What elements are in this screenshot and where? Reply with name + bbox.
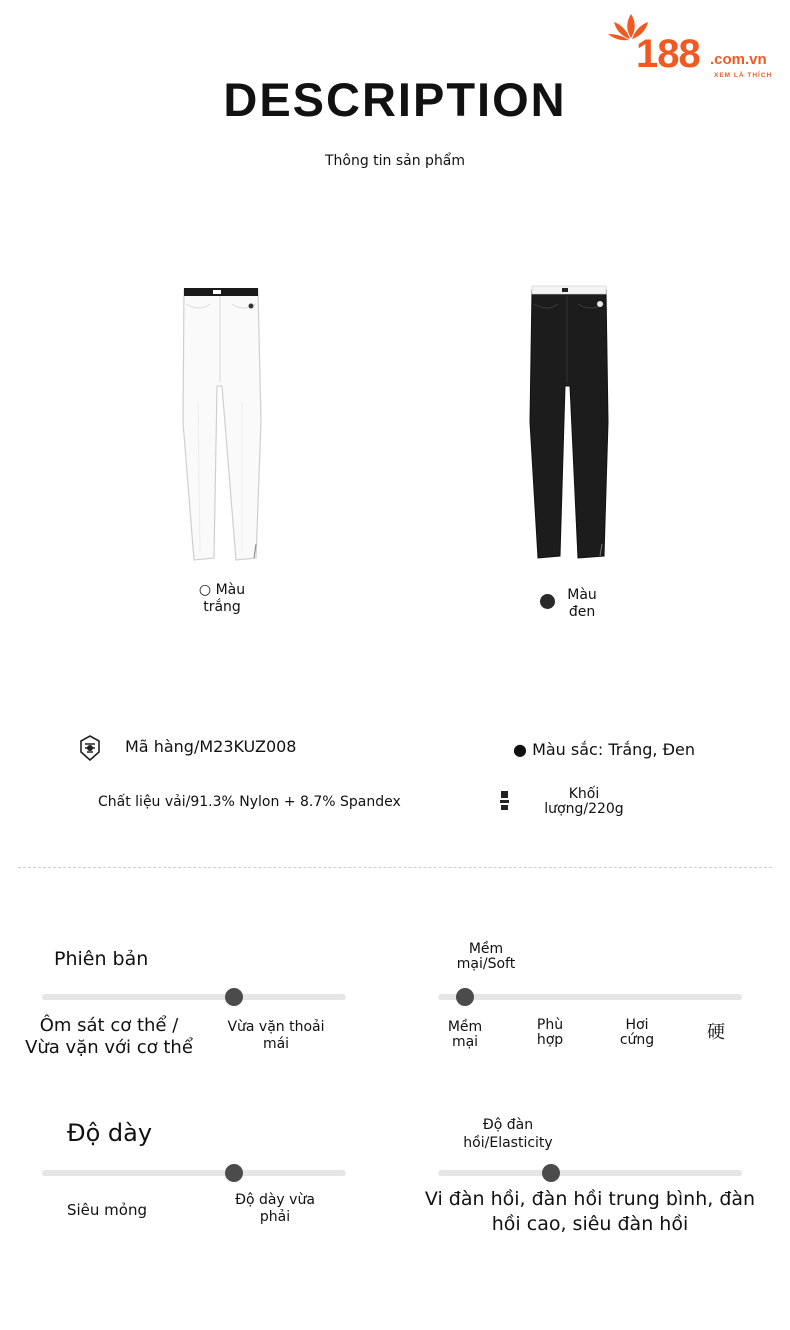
fit-scale-title: Phiên bản [54, 948, 149, 970]
product-color-text: Màu sắc: Trắng, Đen [532, 740, 695, 759]
softness-option [612, 1018, 662, 1048]
elasticity-scale-knob [542, 1164, 560, 1182]
product-color [513, 740, 695, 760]
fit-scale-left-label [14, 1015, 204, 1059]
logo-number: 188 [636, 32, 700, 76]
softness-scale-knob [456, 988, 474, 1006]
softness-scale-track [438, 994, 742, 1000]
softness-option [696, 1022, 736, 1044]
weight-line2: lượng/220g [544, 801, 624, 817]
thickness-scale-knob [225, 1164, 243, 1182]
elasticity-scale-track [438, 1170, 742, 1176]
brand-badge-icon [79, 735, 101, 761]
fit-scale-track [42, 994, 346, 1000]
white-pants-image [170, 282, 270, 572]
color-label-line1: Màu [215, 582, 246, 598]
softness-option-line1: 硬 [707, 1022, 725, 1043]
white-circle-icon: ○ [198, 582, 212, 598]
elasticity-title-line2: hồi/Elasticity [463, 1135, 553, 1151]
fit-left-line1: Ôm sát cơ thể / [39, 1015, 179, 1036]
elasticity-desc-line2: hồi cao, siêu đàn hồi [491, 1213, 689, 1235]
black-pants-image [520, 282, 620, 572]
softness-option [440, 1020, 490, 1050]
elasticity-scale-title [448, 1116, 568, 1152]
color-label-line1: Màu [567, 587, 597, 603]
softness-title-line1: Mềm [468, 941, 504, 957]
page-title: DESCRIPTION [223, 73, 567, 126]
color-option-black [556, 587, 608, 621]
section-divider [18, 867, 772, 868]
elasticity-description [400, 1187, 780, 1237]
fit-right-line2: mái [262, 1036, 290, 1052]
softness-title-line2: mại/Soft [456, 956, 516, 972]
softness-scale-title [446, 942, 526, 972]
thickness-scale-track [42, 1170, 346, 1176]
color-label-line2: trắng [203, 599, 241, 615]
thickness-right-line1: Độ dày vừa [235, 1192, 315, 1208]
logo-tagline: XEM LÀ THÍCH [714, 72, 773, 79]
fit-left-line2: Vừa vặn với cơ thể [25, 1037, 193, 1058]
product-code: Mã hàng/M23KUZ008 [125, 737, 297, 756]
thickness-left-label: Siêu mỏng [66, 1201, 147, 1219]
page-subtitle: Thông tin sản phẩm [324, 153, 466, 169]
bullet-dot-icon: ● [513, 740, 527, 759]
softness-option-line1: Mềm [447, 1019, 483, 1035]
elasticity-desc-line1: Vi đàn hồi, đàn hồi trung bình, đàn [424, 1188, 756, 1210]
color-label-line2: đen [568, 604, 596, 620]
thickness-scale-title: Độ dày [67, 1119, 153, 1147]
thickness-right-label [220, 1192, 330, 1226]
thickness-right-line2: phải [259, 1209, 291, 1225]
softness-option-line2: cứng [619, 1032, 655, 1048]
softness-option-line1: Hơi [625, 1017, 649, 1033]
black-dot-icon [540, 594, 555, 609]
weight-line1: Khối [568, 786, 600, 802]
fit-right-line1: Vừa vặn thoải [227, 1019, 325, 1035]
fit-scale-right-label [216, 1019, 336, 1053]
fit-scale-knob [225, 988, 243, 1006]
softness-option-line2: hợp [536, 1032, 564, 1048]
softness-option [525, 1018, 575, 1048]
softness-option-line1: Phù [536, 1017, 564, 1033]
logo-domain: .com.vn [710, 51, 767, 68]
weight-icon [499, 790, 511, 812]
product-material: Chất liệu vải/91.3% Nylon + 8.7% Spandex [98, 794, 401, 810]
color-option-white [182, 582, 262, 616]
softness-option-line2: mại [451, 1034, 479, 1050]
product-weight [534, 787, 634, 817]
elasticity-title-line1: Độ đàn [482, 1117, 534, 1133]
